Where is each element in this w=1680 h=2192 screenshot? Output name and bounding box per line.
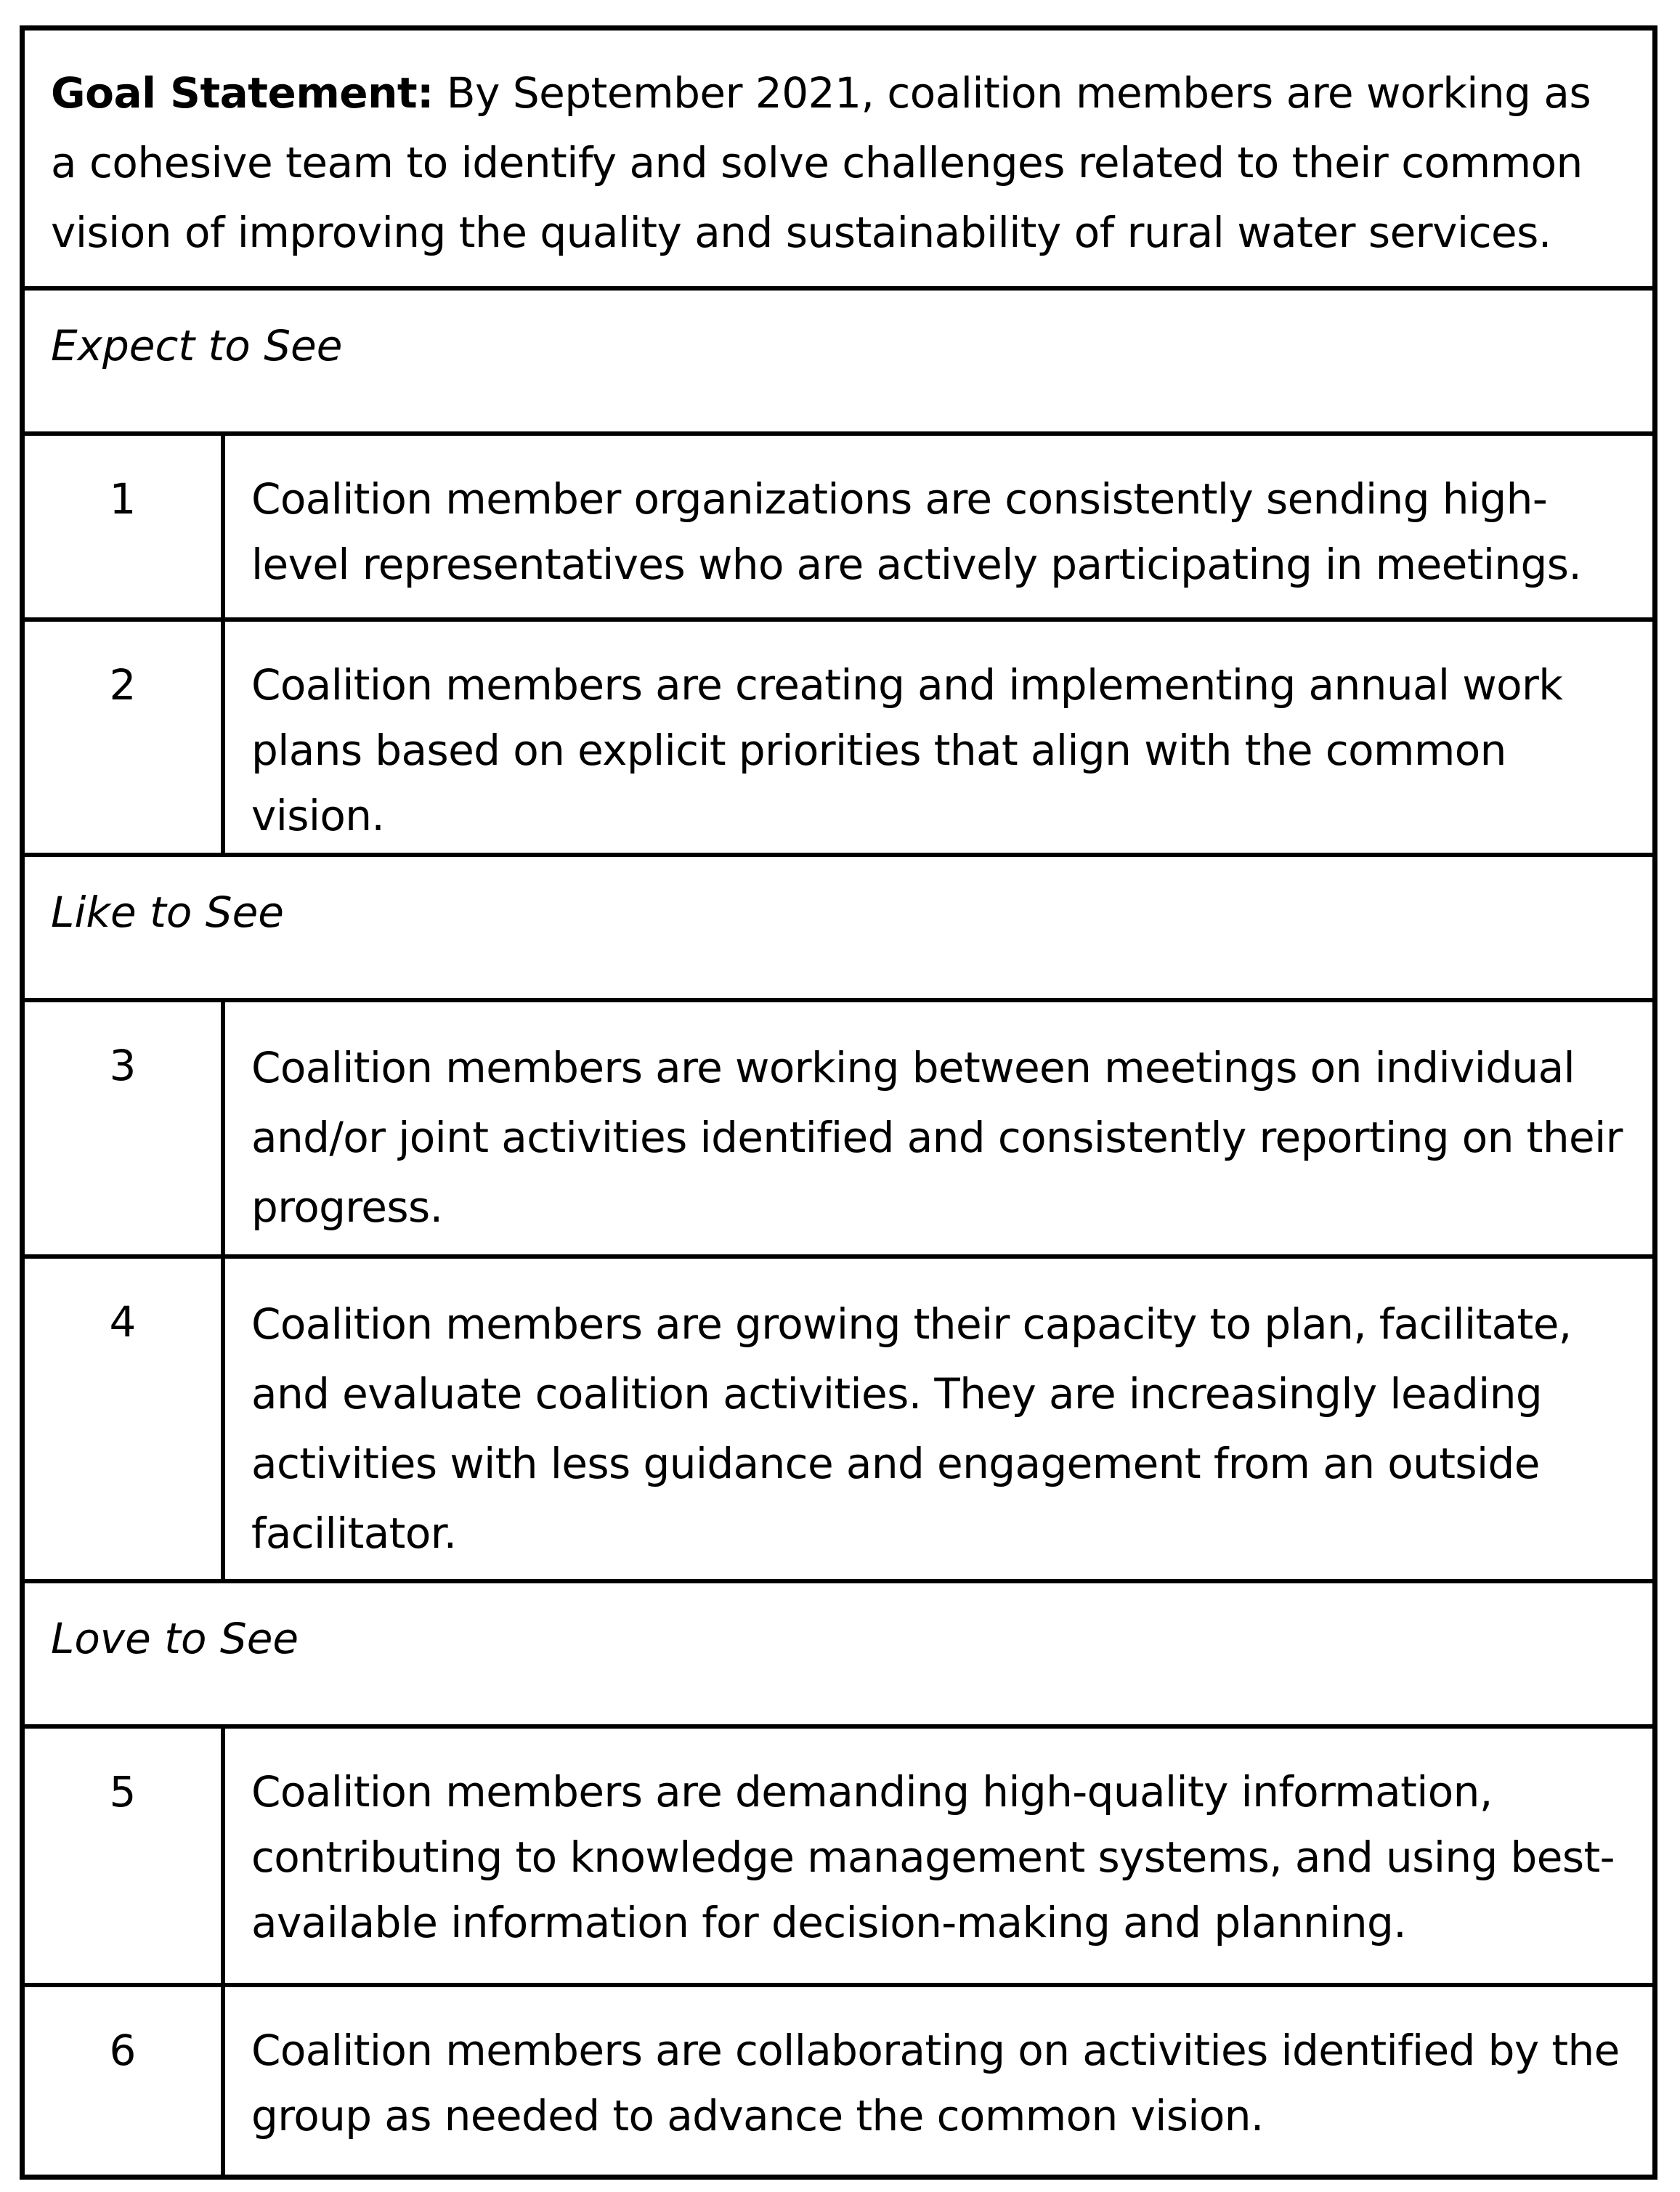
section-header-like [25, 853, 1652, 998]
item-number: 4 [25, 1259, 225, 1579]
item-number: 1 [25, 436, 225, 617]
item-number: 6 [25, 1987, 225, 2175]
table-row [25, 998, 1652, 1254]
table-row [25, 1724, 1652, 1983]
item-number: 2 [25, 622, 225, 853]
goal-statement-row [25, 31, 1652, 286]
outcomes-table [20, 25, 1657, 2180]
item-text: Coalition members are demanding high-quality information, contributing to knowledge management systems, and using best-available information for decision-making and planning. [251, 1767, 1615, 1947]
section-title: Love to See [51, 1614, 299, 1663]
item-text: Coalition members are growing their capacity to plan, facilitate, and evaluate coalition activities. They are increasingly leading activities with less guidance and engagement from an outside facilitator. [251, 1299, 1572, 1558]
table-row [25, 1983, 1652, 2175]
goal-statement-label: Goal Statement: [51, 68, 434, 118]
item-text: Coalition members are working between meetings on individual and/or joint activities identified and consistently reporting on their progress. [251, 1043, 1623, 1232]
section-header-love [25, 1579, 1652, 1724]
section-title: Expect to See [51, 321, 343, 370]
table-row [25, 1254, 1652, 1579]
item-number: 5 [25, 1729, 225, 1983]
table-row [25, 617, 1652, 853]
table-row [25, 431, 1652, 617]
goal-statement [51, 58, 1626, 286]
section-title: Like to See [51, 888, 284, 937]
item-text: Coalition members are creating and implementing annual work plans based on explicit priorities that align with the common vision. [251, 660, 1563, 840]
item-number: 3 [25, 1002, 225, 1254]
section-header-expect [25, 286, 1652, 431]
goal-statement-text: By September 2021, coalition members are working as a cohesive team to identify and solve challenges related to their common vision of improving the quality and sustainability of rural water services. [51, 68, 1591, 257]
item-text: Coalition member organizations are consistently sending high-level representatives who are actively participating in meetings. [251, 474, 1582, 589]
item-text: Coalition members are collaborating on activities identified by the group as needed to advance the common vision. [251, 2026, 1620, 2140]
